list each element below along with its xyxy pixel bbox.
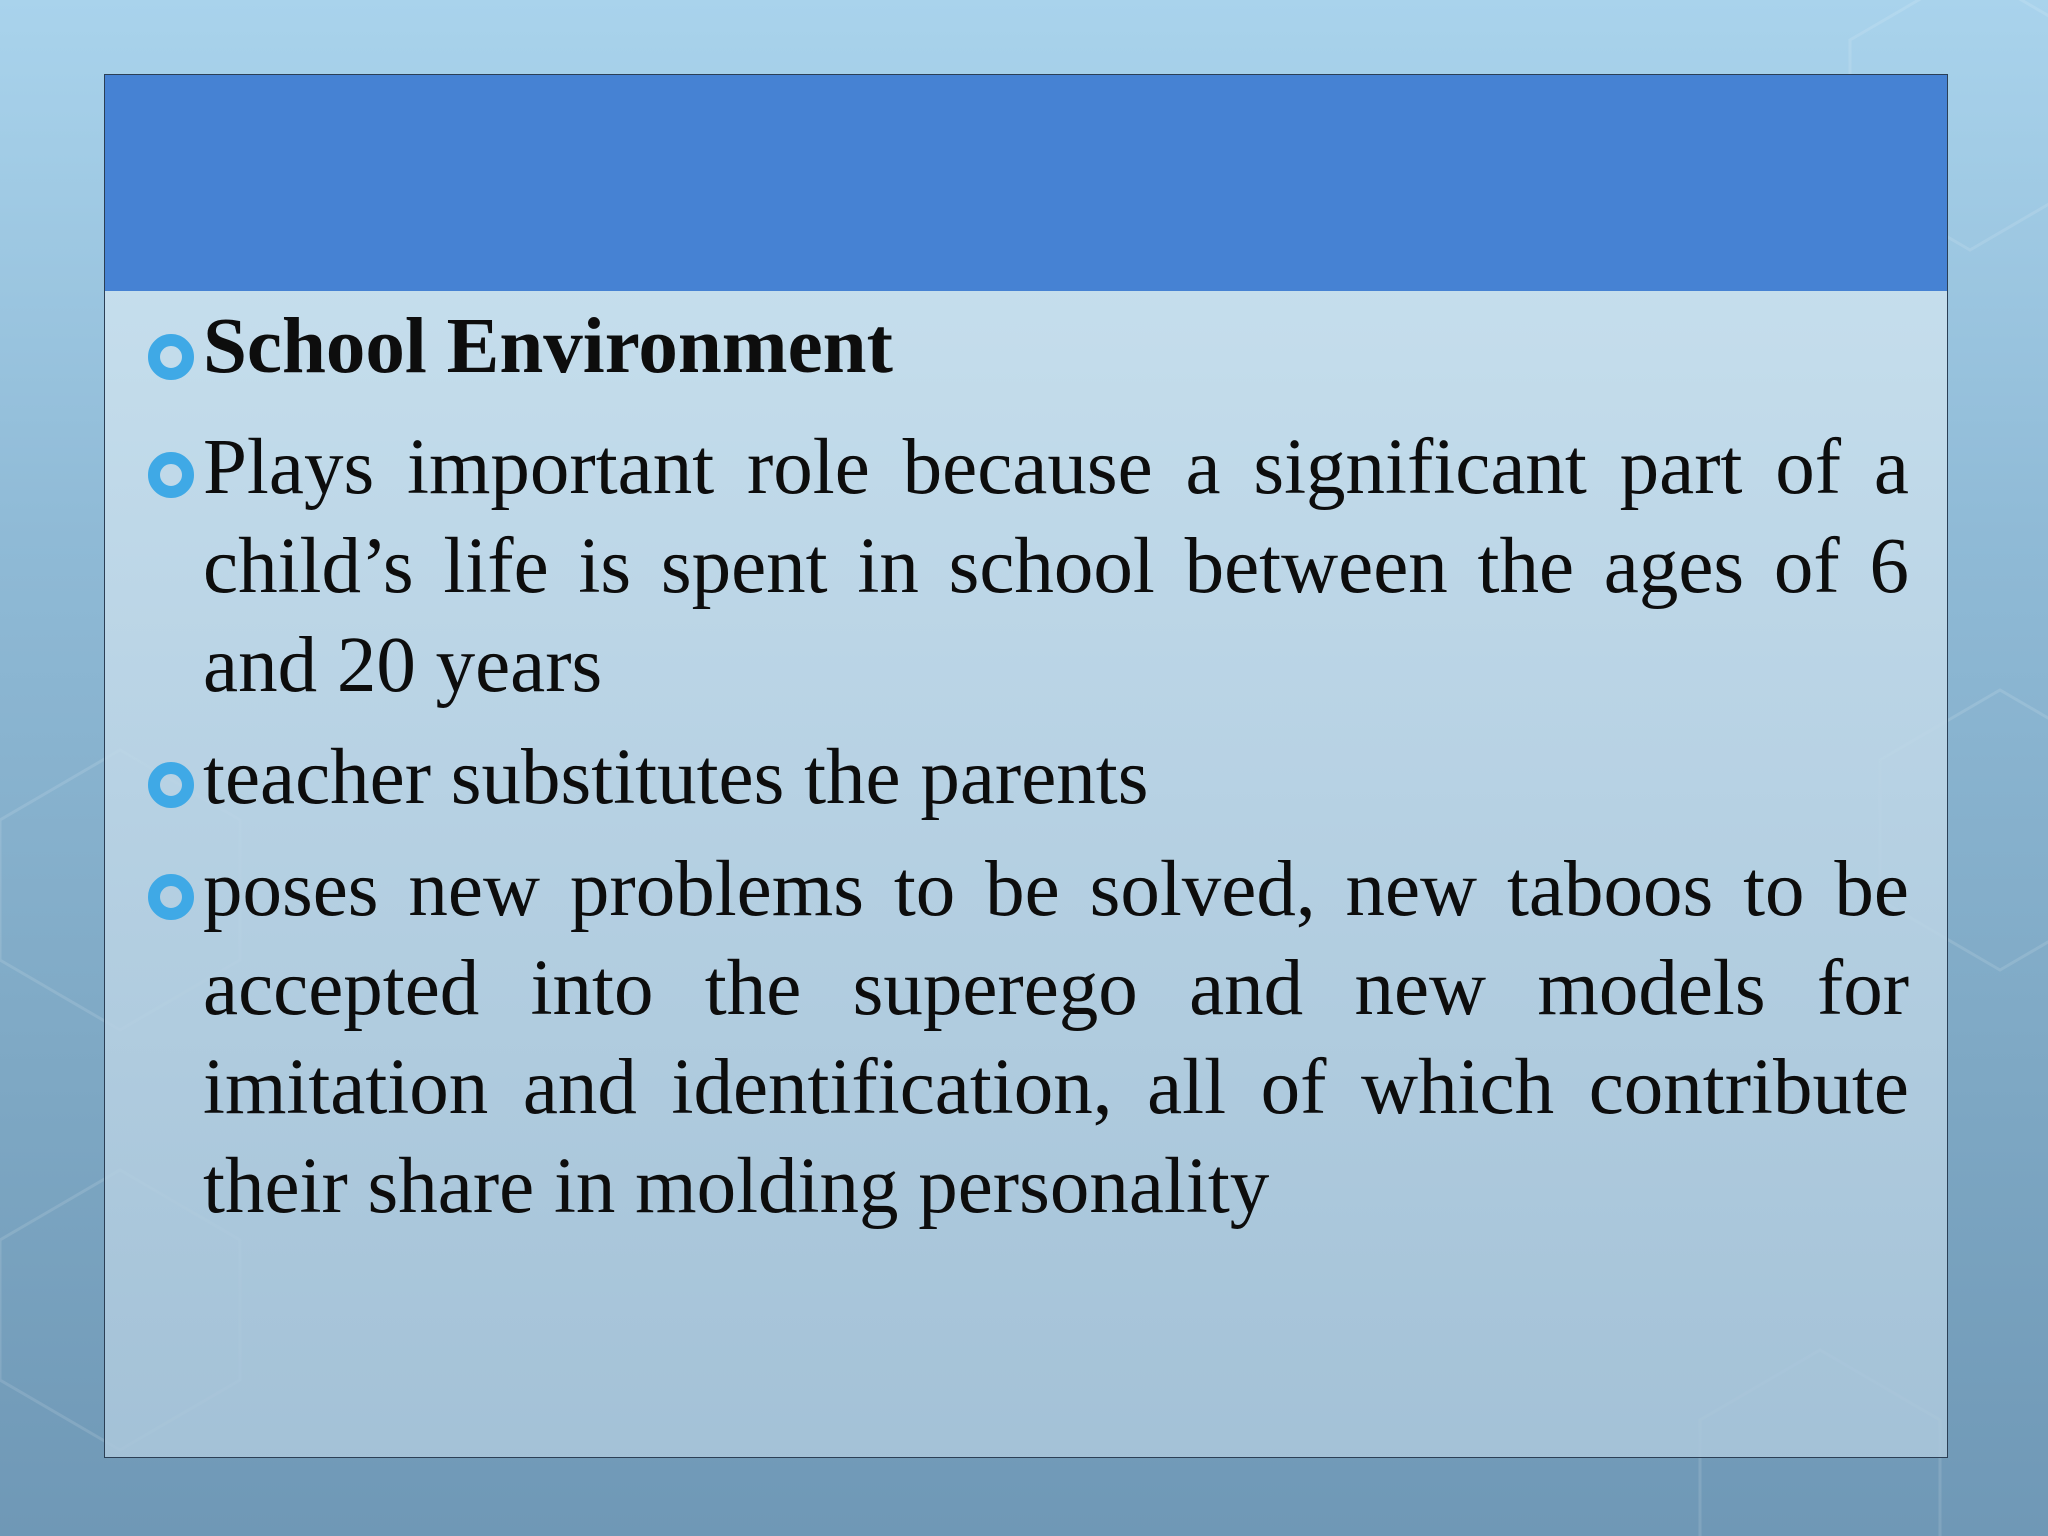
bullet-text: School Environment [203,303,893,390]
ring-bullet-icon [147,761,195,809]
bullet-text: poses new problems to be solved, new taboos to be accepted into the superego and new models for imitation and identification, all of which contribute their share in molding personality [203,846,1909,1230]
title-bar [105,75,1947,291]
bullet-text: teacher substitutes the parents [203,734,1149,821]
bullet-item-important-role [147,418,1909,715]
bullet-item-school-environment [147,297,1909,396]
bullet-text: Plays important role because a significant part of a child’s life is spent in school between the ages of 6 and 20 years [203,424,1909,709]
slide-frame [104,74,1948,1458]
bullet-item-teacher-substitutes [147,728,1909,827]
ring-bullet-icon [147,873,195,921]
ring-bullet-icon [147,451,195,499]
bullet-item-new-problems [147,840,1909,1236]
bullet-list [147,297,1909,1249]
ring-bullet-icon [147,333,195,381]
